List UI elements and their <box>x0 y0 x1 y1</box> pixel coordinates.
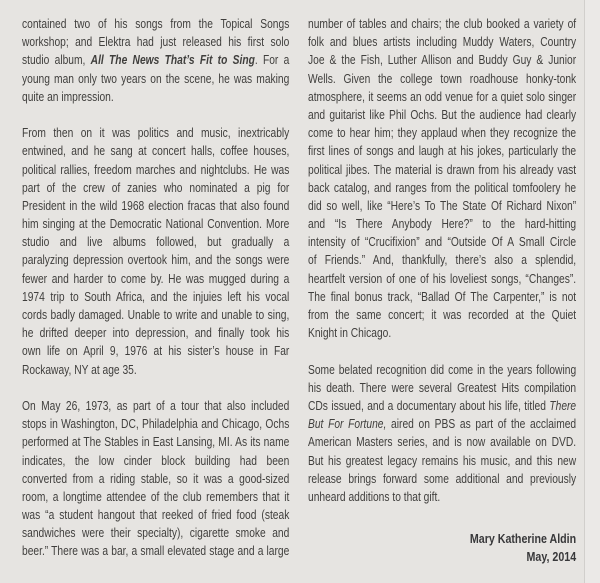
text-segment: room, a longtime attendee of the club remembers that it <box>22 489 290 504</box>
text-segment: Joe & the Fish, Luther Allison and Buddy Guy & Junior <box>308 53 577 68</box>
text-line <box>308 179 576 197</box>
paragraph <box>308 15 576 342</box>
text-segment: part of the crew of zanies who nominated a pig for <box>22 180 290 195</box>
text-segment: 1974 trip to South Africa, and the injuies left his vocal <box>22 289 290 304</box>
text-segment: performed at The Stables in East Lansing, MI. As its name <box>22 435 290 450</box>
text-segment: CDs issued, and a documentary about his life, titled <box>308 398 550 413</box>
text-line <box>22 470 289 488</box>
text-segment: political jibes. The material is drawn from his already vast <box>308 162 577 177</box>
text-line <box>308 233 576 251</box>
text-segment: heartfelt version of one of his loveliest songs, “Changes”. <box>308 271 577 286</box>
text-line <box>22 15 289 33</box>
text-line <box>22 433 289 451</box>
text-segment: paralyzing depression overtook him, and the songs were <box>22 253 290 268</box>
text-line <box>22 70 289 88</box>
text-segment: release brings forward some additional and previously <box>308 471 577 486</box>
text-line <box>308 33 576 51</box>
text-segment: own life on April 9, 1976 at his sister’s house in Far <box>22 344 290 359</box>
text-segment: Some belated recognition did come in the years following <box>308 362 577 377</box>
text-line <box>22 397 289 415</box>
text-segment: him singing at the Democratic National Convention. More <box>22 217 290 232</box>
text-segment: indicates, the low cinder block building had been <box>22 453 290 468</box>
text-segment: cords badly damaged. Unable to write and unable to sing, <box>22 308 290 322</box>
text-column-left <box>22 15 289 561</box>
text-line <box>22 251 289 269</box>
paragraph <box>22 15 289 106</box>
text-line <box>308 379 576 397</box>
text-line <box>308 251 576 269</box>
text-line <box>22 542 289 560</box>
text-segment: come to hear him; they applaud when they recognize the <box>308 126 577 141</box>
paragraph <box>308 361 576 507</box>
text-segment: sandwiches were their specialty), cigarette smoke and <box>22 526 290 541</box>
text-segment: But For Fortune, <box>308 417 387 432</box>
text-line <box>308 124 576 142</box>
text-segment: atmosphere, it seems an odd venue for a quiet solo singer <box>308 89 577 104</box>
text-segment: political rallies, freedom marches and nightclubs. He was <box>22 162 290 177</box>
text-line <box>22 415 289 433</box>
text-line <box>308 415 576 433</box>
text-line <box>22 51 289 69</box>
text-line <box>22 124 289 142</box>
text-column-right <box>308 15 576 566</box>
text-segment: Rockaway, NY at age 35. <box>22 362 137 377</box>
text-segment: All The News That’s Fit to Sing <box>90 53 255 68</box>
text-line <box>308 270 576 288</box>
text-line <box>22 161 289 179</box>
text-line <box>22 197 289 215</box>
text-segment: On May 26, 1973, as part of a tour that also included <box>22 398 290 413</box>
text-segment: Wells. Given the college town roadhouse honky-tonk <box>308 71 577 86</box>
text-line <box>308 142 576 160</box>
text-line <box>308 470 576 488</box>
text-line <box>22 215 289 233</box>
text-segment: From then on it was politics and music, inextricably <box>22 126 290 141</box>
text-segment: entwined, and he sang at concert halls, coffee houses, <box>22 144 290 159</box>
text-segment: contained two of his songs from the Topical Songs <box>22 17 290 31</box>
text-segment: stops in Washington, DC, Philadelphia and Chicago, Ochs <box>22 417 290 432</box>
right-column-text <box>308 15 576 566</box>
text-line <box>22 488 289 506</box>
text-segment: intensity of “Crucifixion” and “Outside Of A Small Circle <box>308 235 577 250</box>
text-line <box>308 361 576 379</box>
text-segment: The final bonus track, “Ballad Of The Carpenter,” is not <box>308 289 577 304</box>
text-line <box>308 197 576 215</box>
text-line <box>22 342 289 360</box>
text-line <box>308 397 576 415</box>
text-line <box>308 433 576 451</box>
text-segment: his death. There were several Greatest Hits compilation <box>308 380 577 395</box>
signature-date: May, 2014 <box>526 549 577 565</box>
text-segment: back catalog, and ranges from the political tomfoolery he <box>308 180 577 195</box>
text-line <box>22 142 289 160</box>
text-segment: studio and live albums followed, but gradually a <box>22 235 290 250</box>
text-line <box>308 161 576 179</box>
page-edge <box>584 0 600 583</box>
text-line <box>308 51 576 69</box>
text-line <box>22 324 289 342</box>
text-line <box>308 106 576 124</box>
text-line <box>308 15 576 33</box>
text-segment: unheard additions to that gift. <box>308 489 441 504</box>
text-line <box>22 361 289 379</box>
text-segment: of Friends.” And, thankfully, there’s also a splendid, <box>308 253 577 268</box>
text-line <box>308 70 576 88</box>
text-segment: quite an impression. <box>22 89 114 104</box>
text-line <box>308 215 576 233</box>
text-line <box>22 452 289 470</box>
text-segment: aired on PBS as part of the acclaimed <box>386 417 577 432</box>
text-segment: But his greatest legacy remains his music, and this new <box>308 453 577 468</box>
paragraph <box>22 124 289 379</box>
text-segment: was “a student hangout that reeked of fried food (steak <box>22 508 290 523</box>
text-segment: . For a <box>254 53 290 68</box>
text-line <box>308 452 576 470</box>
text-segment: American Masters series, and is now available on DVD. <box>308 435 577 450</box>
paragraph <box>22 397 289 561</box>
text-line <box>308 288 576 306</box>
text-segment: and guitarist like Phil Ochs. But the audience had clearly <box>308 107 577 122</box>
text-segment: he drifted deeper into depression, and finally took his <box>22 326 290 341</box>
text-line <box>22 306 289 324</box>
text-line <box>308 306 576 324</box>
text-segment: and “Is There Anybody Here?” to the hard-hitting <box>308 217 577 232</box>
text-line <box>308 324 576 342</box>
left-column-text <box>22 15 289 561</box>
text-segment: workshop; and Elektra had just released his first solo <box>22 35 290 50</box>
right-column-paragraphs <box>308 15 576 506</box>
text-line <box>22 288 289 306</box>
text-line <box>22 506 289 524</box>
text-line <box>22 233 289 251</box>
text-segment: from the same concert; it was recorded at the Quiet <box>308 308 577 322</box>
text-segment: beer.” There was a bar, a small elevated stage and a large <box>22 544 290 559</box>
text-segment: number of tables and chairs; the club booked a variety of <box>308 17 577 31</box>
text-line <box>22 524 289 542</box>
text-line <box>308 488 576 506</box>
text-segment: studio album, <box>22 53 91 68</box>
text-line <box>22 179 289 197</box>
text-line <box>22 88 289 106</box>
text-line <box>308 88 576 106</box>
text-segment: There <box>549 398 577 413</box>
text-segment: President in the wild 1968 election fracas that also found <box>22 198 290 213</box>
author-signature <box>308 530 576 566</box>
text-line <box>22 33 289 51</box>
author-name: Mary Katherine Aldin <box>469 531 577 547</box>
text-segment: Knight in Chicago. <box>308 326 392 341</box>
text-segment: converted from a riding stable, so it was a good-sized <box>22 471 290 486</box>
text-segment: folk and blues artists including Muddy Waters, Country <box>308 35 577 50</box>
text-segment: fewer and harder to come by. He was mugged during a <box>22 271 290 286</box>
text-line <box>22 270 289 288</box>
text-segment: did so well, like “Here’s To The State Of Richard Nixon” <box>308 198 577 213</box>
text-segment: first lines of songs and laugh at his jokes, particularly the <box>308 144 577 159</box>
text-segment: young man only two years on the scene, he was making <box>22 71 290 86</box>
